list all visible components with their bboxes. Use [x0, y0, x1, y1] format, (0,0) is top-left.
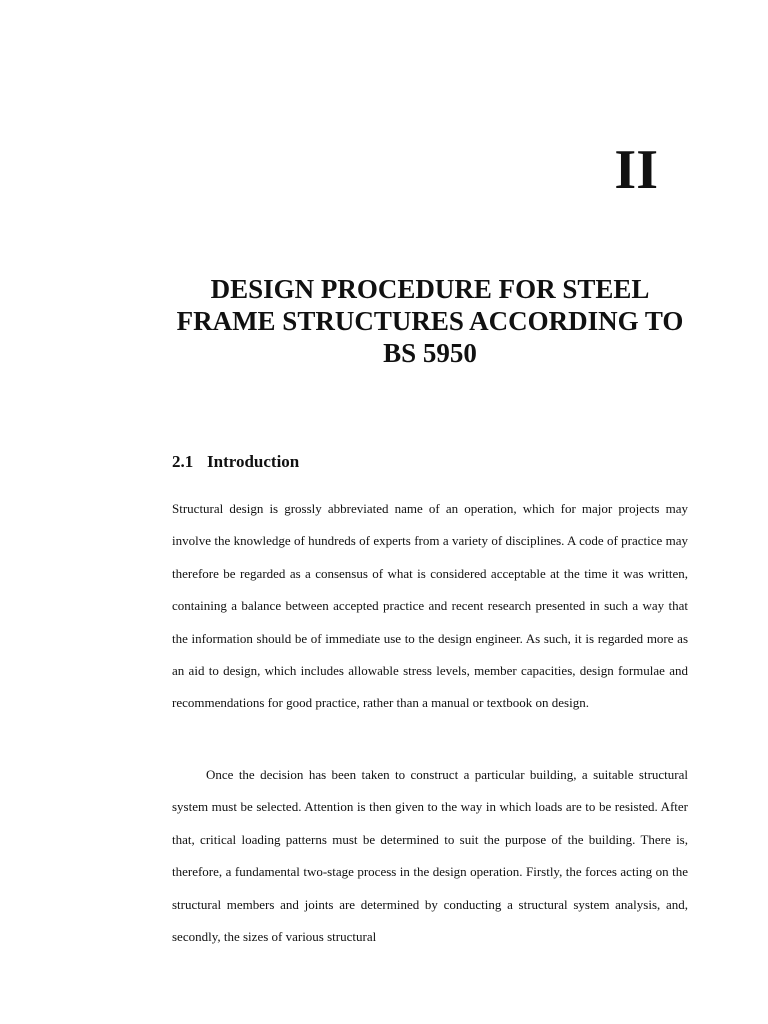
chapter-title: DESIGN PROCEDURE FOR STEEL FRAME STRUCTURES ACCORDING TO BS 5950 [176, 274, 684, 368]
chapter-number: II [614, 139, 658, 201]
section-title: Introduction [207, 452, 300, 471]
paragraph-1: Structural design is grossly abbreviated name of an operation, which for major projects may involve the knowledge of hundreds of experts from a variety of disciplines. A code of practice may therefore be regarded as a consensus of what is considered acceptable at the time it was written, containing a balance between accepted practice and recent research presented in such a way that the information should be of immediate use to the design engineer. As such, it is regarded more as an aid to design, which includes allowable stress levels, member capacities, design formulae and recommendations for good practice, rather than a manual or textbook on design. [172, 501, 688, 711]
section-heading [172, 451, 299, 473]
paragraph-2: Once the decision has been taken to construct a particular building, a suitable structural system must be selected. Attention is then given to the way in which loads are to be resisted. After that, critical loading patterns must be determined to suit the purpose of the building. There is, therefore, a fundamental two-stage process in the design operation. Firstly, the forces acting on the structural members and joints are determined by conducting a structural system analysis, and, secondly, the sizes of various structural [172, 767, 688, 945]
section-number: 2.1 [172, 452, 194, 471]
